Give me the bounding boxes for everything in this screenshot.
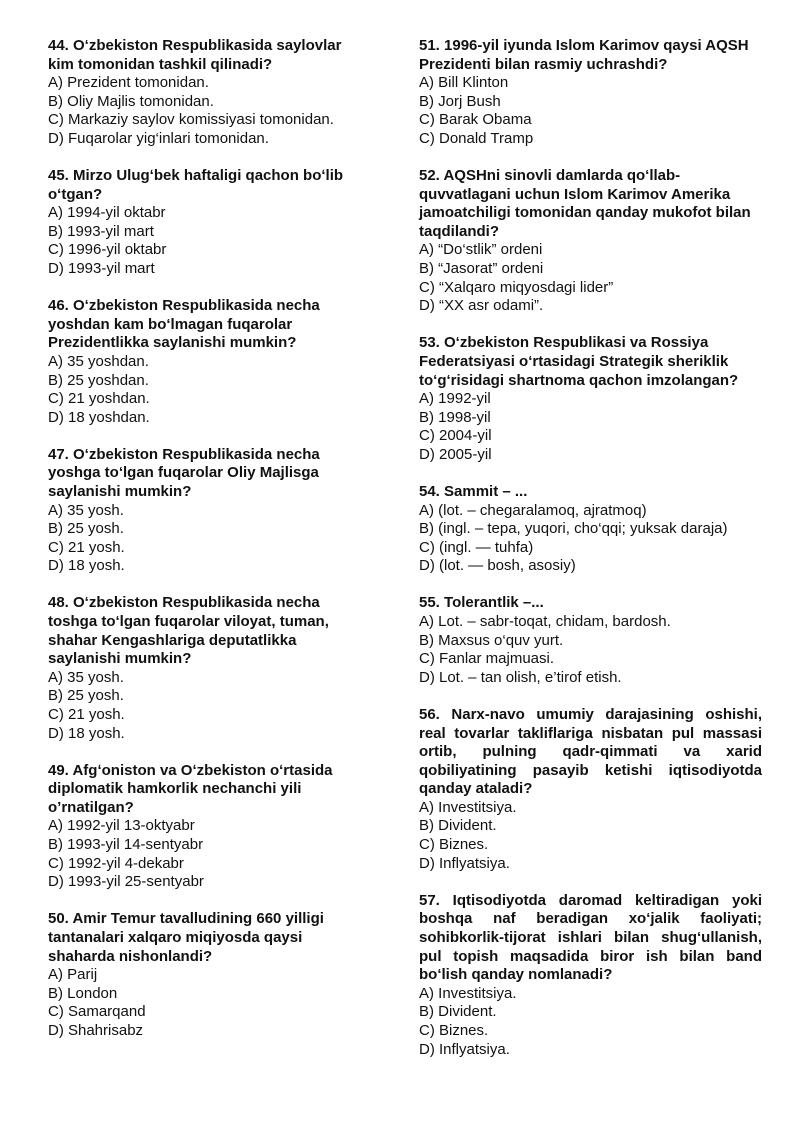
question-title: 48. O‘zbekiston Respublikasida necha toshga to‘lgan fuqarolar viloyat, tuman, shahar Kengashlariga deputatlikka saylanishi mumkin? bbox=[48, 594, 329, 668]
answer-option: A) Parij bbox=[48, 966, 98, 984]
question-48 bbox=[48, 594, 368, 743]
answer-option: A) Prezident tomonidan. bbox=[48, 74, 209, 92]
question-title: 46. O‘zbekiston Respublikasida necha yoshdan kam bo‘lmagan fuqarolar Prezidentlikka saylanishi mumkin? bbox=[48, 297, 320, 352]
answer-option: C) Biznes. bbox=[419, 1021, 489, 1039]
answer-option: A) “Do‘stlik” ordeni bbox=[419, 241, 543, 259]
answer-option: D) (lot. — bosh, asosiy) bbox=[419, 557, 576, 575]
answer-option: C) Samarqand bbox=[48, 1003, 146, 1021]
answer-option: D) 18 yosh. bbox=[48, 557, 125, 575]
answer-option: B) 1998-yil bbox=[419, 408, 491, 426]
question-47 bbox=[48, 446, 368, 576]
answer-option: C) 1992-yil 4-dekabr bbox=[48, 854, 184, 872]
answer-option: D) 18 yoshdan. bbox=[48, 408, 150, 426]
question-title: 51. 1996-yil iyunda Islom Karimov qaysi AQSH Prezidenti bilan rasmiy uchrashdi? bbox=[419, 37, 749, 73]
question-title: 49. Afgʻoniston va Oʻzbekiston oʻrtasida diplomatik hamkorlik nechanchi yili o’rnatilgan? bbox=[48, 761, 333, 816]
answer-option: D) 2005-yil bbox=[419, 445, 492, 463]
answer-option: D) Inflyatsiya. bbox=[419, 854, 510, 872]
answer-option: C) 1996-yil oktabr bbox=[48, 241, 167, 259]
answer-option: A) 35 yosh. bbox=[48, 668, 124, 686]
answer-option: A) (lot. – chegaralamoq, ajratmoq) bbox=[419, 501, 647, 519]
answer-option: D) 1993-yil 25-sentyabr bbox=[48, 873, 204, 891]
answer-option: A) Investitsiya. bbox=[419, 798, 517, 816]
question-title: 45. Mirzo Ulugʻbek haftaligi qachon boʻlib oʻtgan? bbox=[48, 167, 344, 203]
answer-option: D) Lot. – tan olish, e’tirof etish. bbox=[419, 668, 622, 686]
answer-option: C) 21 yosh. bbox=[48, 706, 125, 723]
answer-option: B) 1993-yil mart bbox=[48, 222, 154, 240]
answer-option: B) Divident. bbox=[419, 817, 497, 835]
answer-option: C) “Xalqaro miqyosdagi lider” bbox=[419, 278, 614, 296]
answer-option: A) Lot. – sabr-toqat, chidam, bardosh. bbox=[419, 613, 671, 631]
question-44 bbox=[48, 37, 368, 149]
question-45 bbox=[48, 167, 368, 279]
question-53 bbox=[419, 334, 762, 464]
question-51 bbox=[419, 37, 762, 149]
answer-option: D) Shahrisabz bbox=[48, 1021, 144, 1039]
answer-option: A) 1994-yil oktabr bbox=[48, 204, 166, 222]
question-55 bbox=[419, 594, 762, 687]
answer-option: A) Bill Klinton bbox=[419, 74, 509, 92]
question-title: 50. Amir Temur tavalludining 660 yilligi tantanalari xalqaro miqiyosda qaysi shaharda nishonlandi? bbox=[48, 910, 324, 965]
answer-option: C) 2004-yil bbox=[419, 427, 492, 445]
question-title: 54. Sammit – ... bbox=[419, 482, 528, 500]
answer-option: D) 1993-yil mart bbox=[48, 260, 155, 278]
answer-option: C) (ingl. — tuhfa) bbox=[419, 538, 534, 556]
answer-option: B) 25 yosh. bbox=[48, 687, 124, 705]
answer-option: B) Maxsus o‘quv yurt. bbox=[419, 631, 564, 649]
answer-option: B) Jorj Bush bbox=[419, 92, 501, 110]
left-column bbox=[48, 37, 368, 1059]
question-50 bbox=[48, 910, 368, 1040]
question-title: 55. Tolerantlik –... bbox=[419, 594, 544, 612]
answer-option: C) Donald Tramp bbox=[419, 129, 534, 147]
answer-option: C) 21 yoshdan. bbox=[48, 390, 150, 408]
answer-option: C) Markaziy saylov komissiyasi tomonidan. bbox=[48, 111, 334, 129]
answer-option: B) 1993-yil 14-sentyabr bbox=[48, 836, 204, 854]
answer-option: D) Inflyatsiya. bbox=[419, 1040, 510, 1058]
answer-option: A) 35 yosh. bbox=[48, 501, 124, 519]
question-56 bbox=[419, 706, 762, 873]
question-title: 57. Iqtisodiyotda daromad keltiradigan yoki boshqa naf beradigan xo‘jalik faoliyati; sohibkorlik-tijorat ishlari bilan shug‘ullanish, pul topish maqsadida biror ish bilan band bo‘lish qanday nomlanadi? bbox=[419, 891, 762, 984]
question-54 bbox=[419, 483, 762, 576]
question-title: 52. AQSHni sinovli damlarda qo‘llab-quvvatlagani uchun Islom Karimov Amerika jamoatchiligi tomonidan qanday mukofot bilan taqdilandi? bbox=[419, 167, 751, 240]
question-title: 56. Narx-navo umumiy darajasining oshishi, real tovarlar takliflariga nisbatan pul massasi ortib, pulning qadr-qimmati va xarid qobiliyatining pasayib ketishi iqtisodiyotda qanday ataladi? bbox=[419, 705, 762, 798]
answer-option: C) Biznes. bbox=[419, 836, 489, 854]
answer-option: C) Fanlar majmuasi. bbox=[419, 650, 555, 668]
answer-option: B) Divident. bbox=[419, 1003, 497, 1021]
answer-option: A) 1992-yil bbox=[419, 390, 491, 408]
question-52 bbox=[419, 167, 762, 316]
question-title: 53. O‘zbekiston Respublikasi va Rossiya Federatsiyasi o‘rtasidagi Strategik sheriklik to‘g‘risidagi shartnoma qachon imzolangan? bbox=[419, 334, 739, 389]
question-title: 44. O‘zbekiston Respublikasida saylovlar kim tomonidan tashkil qilinadi? bbox=[48, 37, 342, 73]
answer-option: B) 25 yosh. bbox=[48, 520, 124, 538]
answer-option: D) 18 yosh. bbox=[48, 724, 125, 742]
answer-option: B) Oliy Majlis tomonidan. bbox=[48, 92, 214, 110]
answer-option: C) 21 yosh. bbox=[48, 538, 125, 556]
answer-option: A) 35 yoshdan. bbox=[48, 352, 149, 370]
answer-option: C) Barak Obama bbox=[419, 111, 532, 129]
answer-option: A) 1992-yil 13-oktyabr bbox=[48, 817, 195, 835]
question-title: 47. O‘zbekiston Respublikasida necha yoshga to‘lgan fuqarolar Oliy Majlisga saylanishi mumkin? bbox=[48, 445, 320, 500]
question-49 bbox=[48, 762, 368, 892]
question-57 bbox=[419, 892, 762, 1059]
answer-option: B) 25 yoshdan. bbox=[48, 371, 149, 389]
right-column bbox=[419, 37, 762, 1078]
answer-option: B) “Jasorat” ordeni bbox=[419, 260, 544, 278]
answer-option: A) Investitsiya. bbox=[419, 984, 517, 1002]
question-46 bbox=[48, 297, 368, 427]
answer-option: D) “XX asr odami”. bbox=[419, 297, 544, 315]
answer-option: B) (ingl. – tepa, yuqori, cho‘qqi; yuksak daraja) bbox=[419, 520, 728, 538]
answer-option: B) London bbox=[48, 984, 118, 1002]
answer-option: D) Fuqarolar yig‘inlari tomonidan. bbox=[48, 129, 269, 147]
